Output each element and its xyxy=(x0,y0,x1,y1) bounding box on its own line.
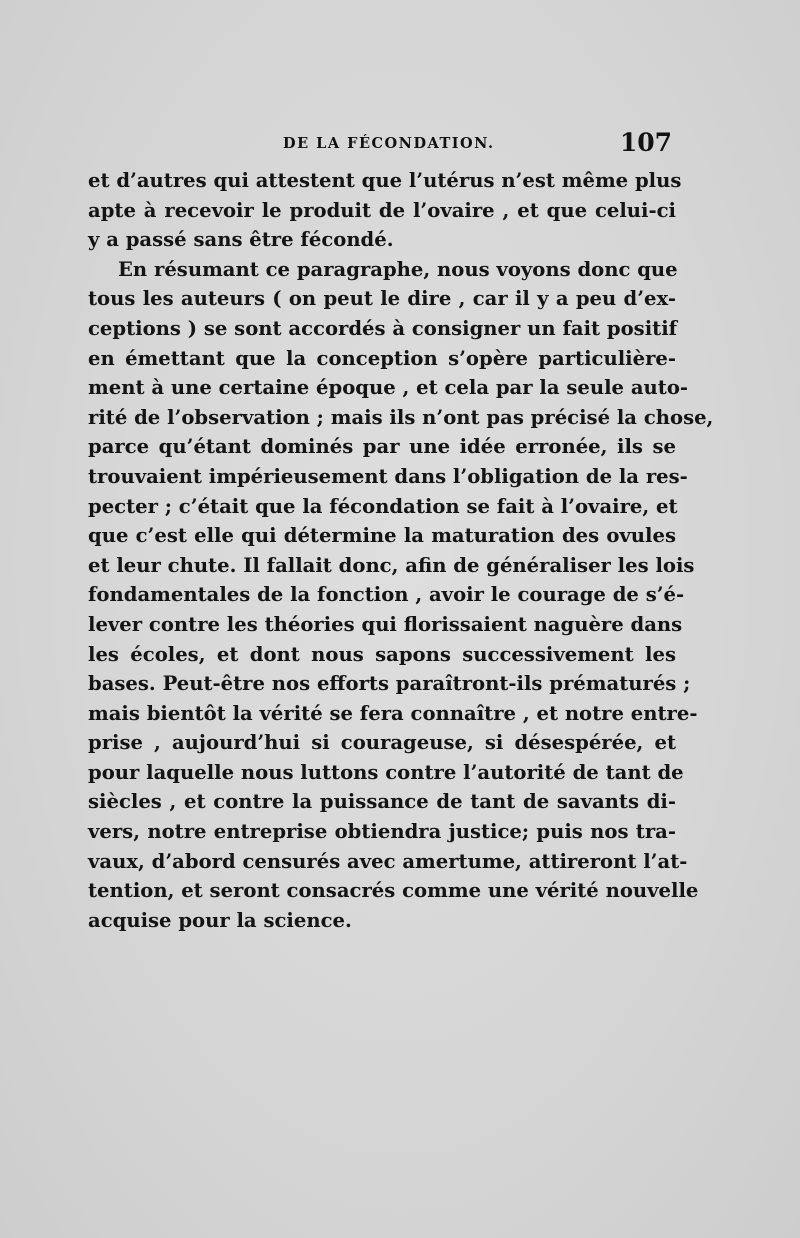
text-line: ceptions ) se sont accordés à consigner un fait positif xyxy=(88,316,678,340)
text-line: les écoles, et dont nous sapons successivement les xyxy=(88,642,676,666)
text-line: prise , aujourd’hui si courageuse, si désespérée, et xyxy=(88,731,676,755)
text-line: mais bientôt la vérité se fera connaître , et notre entre- xyxy=(88,701,698,725)
running-head xyxy=(88,128,680,162)
text-line: acquise pour la science. xyxy=(88,908,352,932)
text-line: tention, et seront consacrés comme une vérité nouvelle xyxy=(88,879,699,903)
text-line: et d’autres qui attestent que l’utérus n’est même plus xyxy=(88,169,682,192)
text-line: bases. Peut-être nos efforts paraîtront-ils prématurés ; xyxy=(88,672,691,696)
text-line: lever contre les théories qui florissaient naguère dans xyxy=(88,612,683,636)
text-line: que c’est elle qui détermine la maturation des ovules xyxy=(88,524,676,548)
text-line: apte à recevoir le produit de l’ovaire , et que celui-ci xyxy=(88,198,676,222)
text-line: fondamentales de la fonction , avoir le courage de s’é- xyxy=(88,583,685,607)
body-text xyxy=(88,166,714,935)
text-line: En résumant ce paragraphe, nous voyons donc que xyxy=(118,257,678,281)
text-line: en émettant que la conception s’opère particulière- xyxy=(88,346,676,370)
text-line: trouvaient impérieusement dans l’obligation de la res- xyxy=(88,464,688,488)
text-line: pour laquelle nous luttons contre l’autorité de tant de xyxy=(88,760,684,784)
text-line: vers, notre entreprise obtiendra justice; puis nos tra- xyxy=(88,820,676,844)
text-line: tous les auteurs ( on peut le dire , car il y a peu d’ex- xyxy=(88,287,676,311)
text-line: vaux, d’abord censurés avec amertume, attireront l’at- xyxy=(88,849,688,873)
text-line: ment à une certaine époque , et cela par la seule auto- xyxy=(88,376,689,400)
running-title: DE LA FÉCONDATION. xyxy=(283,135,495,152)
text-line: et leur chute. Il fallait donc, afin de généraliser les lois xyxy=(88,553,695,577)
text-line: siècles , et contre la puissance de tant de savants di- xyxy=(88,790,676,814)
text-line: parce qu’étant dominés par une idée erronée, ils se xyxy=(88,435,676,459)
text-line: rité de l’observation ; mais ils n’ont pas précisé la chose, xyxy=(88,405,714,429)
page-number: 107 xyxy=(619,128,672,157)
text-line: pecter ; c’était que la fécondation se fait à l’ovaire, et xyxy=(88,494,678,518)
text-line: y a passé sans être fécondé. xyxy=(88,228,394,252)
